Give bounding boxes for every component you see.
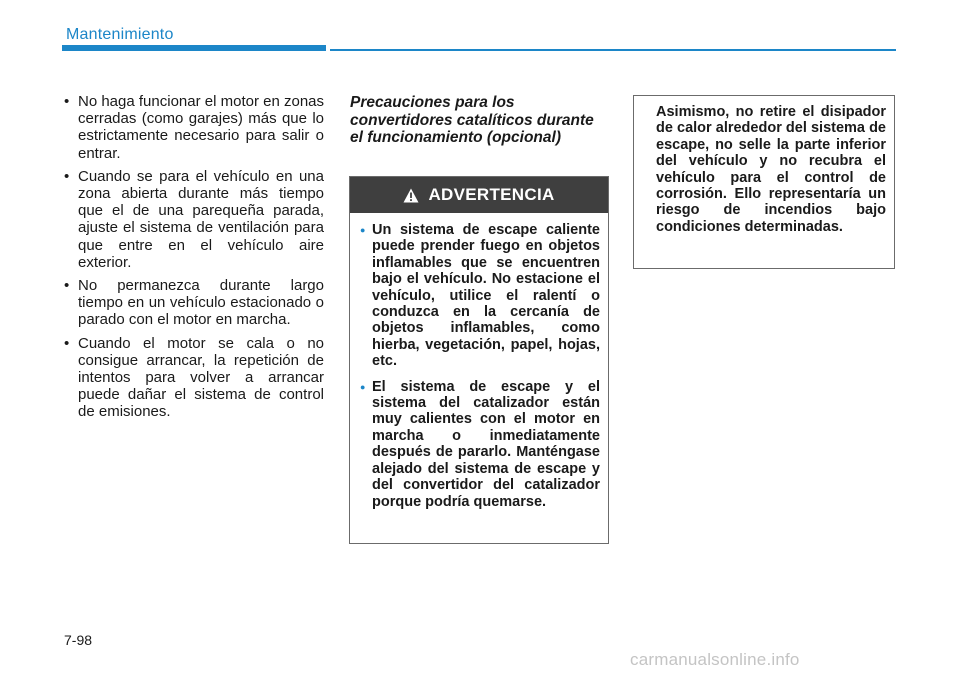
page-number: 7-98	[64, 632, 93, 648]
warning-title: ADVERTENCIA	[428, 185, 555, 204]
warning-item: ● Un sistema de escape caliente puede prender fuego en objetos inflamables que se encuentren bajo el vehículo. No estacione el vehículo, utilice el ralentí o conduzca en la cercanía de objetos inflamables, como hierba, vegetación, papel, hojas, etc.	[360, 222, 600, 370]
list-item: • No permanezca durante largo tiempo en un vehículo estacionado o parado con el motor en marcha.	[62, 277, 324, 329]
header-rule-thick	[62, 45, 326, 51]
warning-triangle-icon	[403, 188, 419, 203]
warning-header	[350, 177, 608, 213]
warning-body	[350, 213, 608, 510]
list-item: • Cuando se para el vehículo en una zona abierta durante más tiempo que el de una parequeña parada, ajuste el sistema de ventilación para que entre en el vehículo aire exterior.	[62, 168, 324, 271]
watermark: carmanualsonline.info	[630, 650, 800, 669]
warning-box	[349, 176, 609, 544]
warning-list	[360, 222, 600, 510]
list-item: • No haga funcionar el motor en zonas cerradas (como garajes) más que lo estrictamente necesario para salir o entrar.	[62, 93, 324, 162]
section-title: Precauciones para los convertidores catalíticos durante el funcionamiento (opcional)	[350, 94, 594, 146]
bullet-list	[62, 93, 324, 421]
continuation-box: Asimismo, no retire el disipador de calor alrededor del sistema de escape, no selle la parte inferior del vehículo y no recubra el vehículo para el control de corrosión. Ello representaría un riesgo de incendios bajo condiciones determinadas.	[633, 95, 895, 269]
list-item: • Cuando el motor se cala o no consigue arrancar, la repetición de intentos para volver a arrancar puede dañar el sistema de control de emisiones.	[62, 335, 324, 421]
left-column	[62, 93, 324, 427]
warning-item: ● El sistema de escape y el sistema del catalizador están muy calientes con el motor en marcha o inmediatamente después de pararlo. Manténgase alejado del sistema de escape y del convertidor del catalizador porque podría quemarse.	[360, 379, 600, 510]
header-rule-thin	[330, 49, 896, 51]
section-header-title: Mantenimiento	[66, 26, 174, 43]
